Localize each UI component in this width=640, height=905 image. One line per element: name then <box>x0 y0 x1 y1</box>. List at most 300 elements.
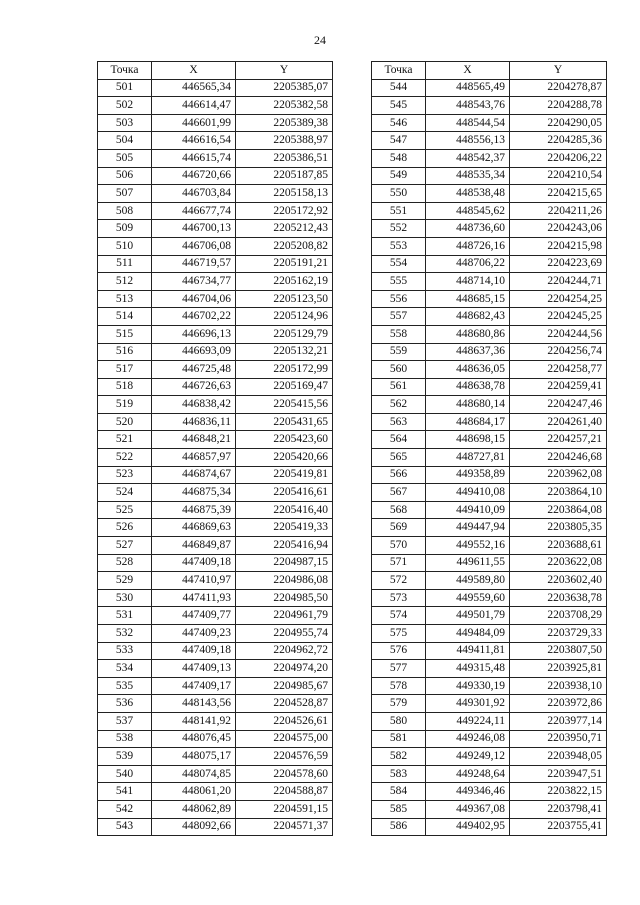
cell-point: 563 <box>372 413 426 431</box>
cell-point: 519 <box>98 396 152 414</box>
cell-x: 447409,77 <box>152 607 236 625</box>
table-row <box>372 783 607 801</box>
cell-y: 2204257,21 <box>510 431 607 449</box>
cell-y: 2203864,08 <box>510 501 607 519</box>
cell-point: 502 <box>98 97 152 115</box>
cell-point: 556 <box>372 290 426 308</box>
cell-x: 449301,92 <box>426 695 510 713</box>
cell-y: 2203798,41 <box>510 800 607 818</box>
cell-point: 524 <box>98 484 152 502</box>
cell-point: 584 <box>372 783 426 801</box>
cell-x: 448680,14 <box>426 396 510 414</box>
cell-point: 532 <box>98 625 152 643</box>
cell-x: 446615,74 <box>152 149 236 167</box>
cell-point: 512 <box>98 273 152 291</box>
page-number: 24 <box>314 33 326 47</box>
cell-y: 2205382,58 <box>236 97 333 115</box>
table-row <box>372 642 607 660</box>
cell-x: 447409,17 <box>152 677 236 695</box>
cell-x: 446565,34 <box>152 79 236 97</box>
table-row <box>372 290 607 308</box>
table-row <box>98 255 333 273</box>
cell-x: 449411,81 <box>426 642 510 660</box>
table-header-row <box>372 62 607 80</box>
cell-x: 449224,11 <box>426 712 510 730</box>
cell-y: 2204974,20 <box>236 660 333 678</box>
cell-point: 534 <box>98 660 152 678</box>
table-row <box>98 185 333 203</box>
table-row <box>98 308 333 326</box>
cell-y: 2204211,26 <box>510 202 607 220</box>
table-row <box>98 237 333 255</box>
cell-x: 448544,54 <box>426 114 510 132</box>
table-row <box>372 273 607 291</box>
cell-y: 2204285,36 <box>510 132 607 150</box>
cell-x: 446616,54 <box>152 132 236 150</box>
cell-y: 2205386,51 <box>236 149 333 167</box>
cell-x: 448726,16 <box>426 237 510 255</box>
cell-x: 446725,48 <box>152 361 236 379</box>
cell-y: 2205191,21 <box>236 255 333 273</box>
cell-y: 2203948,05 <box>510 748 607 766</box>
cell-point: 508 <box>98 202 152 220</box>
cell-x: 446601,99 <box>152 114 236 132</box>
cell-x: 448538,48 <box>426 185 510 203</box>
cell-x: 446677,74 <box>152 202 236 220</box>
table-row <box>372 343 607 361</box>
table-row <box>372 114 607 132</box>
table-row <box>98 97 333 115</box>
table-row <box>98 554 333 572</box>
cell-x: 446719,57 <box>152 255 236 273</box>
cell-point: 570 <box>372 537 426 555</box>
column-header-y: Y <box>236 62 333 80</box>
cell-y: 2204588,87 <box>236 783 333 801</box>
cell-point: 517 <box>98 361 152 379</box>
cell-y: 2203755,41 <box>510 818 607 836</box>
cell-point: 571 <box>372 554 426 572</box>
table-row <box>98 572 333 590</box>
cell-x: 446706,08 <box>152 237 236 255</box>
cell-point: 585 <box>372 800 426 818</box>
table-row <box>98 396 333 414</box>
cell-y: 2204244,71 <box>510 273 607 291</box>
cell-y: 2203962,08 <box>510 466 607 484</box>
cell-point: 510 <box>98 237 152 255</box>
table-row <box>98 519 333 537</box>
cell-point: 547 <box>372 132 426 150</box>
cell-x: 448636,05 <box>426 361 510 379</box>
table-row <box>372 237 607 255</box>
cell-y: 2204244,56 <box>510 325 607 343</box>
cell-y: 2205172,92 <box>236 202 333 220</box>
cell-y: 2204246,68 <box>510 449 607 467</box>
table-row <box>98 114 333 132</box>
cell-x: 448545,62 <box>426 202 510 220</box>
cell-x: 446704,06 <box>152 290 236 308</box>
cell-point: 515 <box>98 325 152 343</box>
cell-point: 569 <box>372 519 426 537</box>
table-row <box>372 484 607 502</box>
cell-x: 446700,13 <box>152 220 236 238</box>
table-row <box>98 466 333 484</box>
cell-y: 2205187,85 <box>236 167 333 185</box>
table-row <box>98 484 333 502</box>
cell-x: 449559,60 <box>426 589 510 607</box>
table-row <box>98 79 333 97</box>
cell-x: 448143,56 <box>152 695 236 713</box>
table-row <box>372 97 607 115</box>
cell-x: 449367,08 <box>426 800 510 818</box>
table-row <box>372 308 607 326</box>
table-row <box>98 431 333 449</box>
cell-x: 449315,48 <box>426 660 510 678</box>
cell-y: 2204528,87 <box>236 695 333 713</box>
cell-y: 2205208,82 <box>236 237 333 255</box>
cell-point: 522 <box>98 449 152 467</box>
table-row <box>98 748 333 766</box>
cell-x: 449501,79 <box>426 607 510 625</box>
cell-point: 531 <box>98 607 152 625</box>
cell-point: 537 <box>98 712 152 730</box>
cell-point: 525 <box>98 501 152 519</box>
cell-point: 507 <box>98 185 152 203</box>
cell-point: 555 <box>372 273 426 291</box>
cell-point: 535 <box>98 677 152 695</box>
cell-x: 447409,18 <box>152 642 236 660</box>
table-row <box>98 642 333 660</box>
cell-point: 506 <box>98 167 152 185</box>
table-row <box>372 625 607 643</box>
cell-point: 504 <box>98 132 152 150</box>
cell-x: 448535,34 <box>426 167 510 185</box>
cell-y: 2204985,67 <box>236 677 333 695</box>
coordinates-table-left <box>97 61 333 836</box>
cell-point: 550 <box>372 185 426 203</box>
cell-y: 2204961,79 <box>236 607 333 625</box>
cell-point: 528 <box>98 554 152 572</box>
cell-point: 568 <box>372 501 426 519</box>
cell-y: 2203950,71 <box>510 730 607 748</box>
cell-point: 559 <box>372 343 426 361</box>
cell-point: 562 <box>372 396 426 414</box>
cell-point: 538 <box>98 730 152 748</box>
table-row <box>372 572 607 590</box>
cell-x: 446848,21 <box>152 431 236 449</box>
table-row <box>98 800 333 818</box>
cell-x: 446720,66 <box>152 167 236 185</box>
cell-point: 576 <box>372 642 426 660</box>
cell-x: 448061,20 <box>152 783 236 801</box>
cell-y: 2205415,56 <box>236 396 333 414</box>
table-row <box>98 132 333 150</box>
cell-x: 448141,92 <box>152 712 236 730</box>
cell-y: 2203602,40 <box>510 572 607 590</box>
table-row <box>372 79 607 97</box>
table-row <box>372 185 607 203</box>
cell-x: 448684,17 <box>426 413 510 431</box>
table-row <box>98 730 333 748</box>
cell-point: 551 <box>372 202 426 220</box>
table-row <box>372 607 607 625</box>
table-row <box>372 660 607 678</box>
cell-x: 448074,85 <box>152 765 236 783</box>
cell-y: 2203807,50 <box>510 642 607 660</box>
table-row <box>372 677 607 695</box>
cell-x: 448075,17 <box>152 748 236 766</box>
cell-y: 2205123,50 <box>236 290 333 308</box>
cell-point: 513 <box>98 290 152 308</box>
cell-x: 446734,77 <box>152 273 236 291</box>
table-row <box>372 537 607 555</box>
cell-x: 446874,67 <box>152 466 236 484</box>
cell-point: 577 <box>372 660 426 678</box>
cell-point: 523 <box>98 466 152 484</box>
cell-x: 446726,63 <box>152 378 236 396</box>
cell-x: 446849,87 <box>152 537 236 555</box>
cell-y: 2205416,40 <box>236 501 333 519</box>
table-row <box>372 466 607 484</box>
table-header-row <box>98 62 333 80</box>
table-row <box>372 431 607 449</box>
cell-point: 586 <box>372 818 426 836</box>
cell-y: 2205124,96 <box>236 308 333 326</box>
cell-point: 544 <box>372 79 426 97</box>
table-row <box>372 132 607 150</box>
cell-y: 2205172,99 <box>236 361 333 379</box>
cell-y: 2204578,60 <box>236 765 333 783</box>
cell-y: 2204575,00 <box>236 730 333 748</box>
cell-point: 558 <box>372 325 426 343</box>
cell-y: 2205129,79 <box>236 325 333 343</box>
cell-y: 2203925,81 <box>510 660 607 678</box>
cell-point: 503 <box>98 114 152 132</box>
cell-point: 526 <box>98 519 152 537</box>
table-row <box>98 149 333 167</box>
cell-point: 545 <box>372 97 426 115</box>
cell-y: 2204986,08 <box>236 572 333 590</box>
cell-point: 541 <box>98 783 152 801</box>
cell-y: 2203688,61 <box>510 537 607 555</box>
cell-x: 448680,86 <box>426 325 510 343</box>
table-row <box>372 554 607 572</box>
cell-x: 449402,95 <box>426 818 510 836</box>
cell-y: 2203638,78 <box>510 589 607 607</box>
cell-y: 2204259,41 <box>510 378 607 396</box>
cell-y: 2204261,40 <box>510 413 607 431</box>
cell-x: 447409,13 <box>152 660 236 678</box>
table-row <box>98 712 333 730</box>
cell-y: 2204985,50 <box>236 589 333 607</box>
cell-y: 2204576,59 <box>236 748 333 766</box>
cell-y: 2203729,33 <box>510 625 607 643</box>
cell-point: 529 <box>98 572 152 590</box>
cell-point: 581 <box>372 730 426 748</box>
cell-y: 2205416,61 <box>236 484 333 502</box>
cell-y: 2204290,05 <box>510 114 607 132</box>
table-row <box>98 167 333 185</box>
cell-y: 2204526,61 <box>236 712 333 730</box>
cell-point: 530 <box>98 589 152 607</box>
table-row <box>98 677 333 695</box>
cell-x: 448637,36 <box>426 343 510 361</box>
table-row <box>372 220 607 238</box>
cell-y: 2205423,60 <box>236 431 333 449</box>
cell-point: 539 <box>98 748 152 766</box>
cell-point: 533 <box>98 642 152 660</box>
table-row <box>372 361 607 379</box>
cell-point: 574 <box>372 607 426 625</box>
cell-x: 448685,15 <box>426 290 510 308</box>
cell-point: 554 <box>372 255 426 273</box>
cell-x: 448706,22 <box>426 255 510 273</box>
cell-x: 449589,80 <box>426 572 510 590</box>
cell-point: 518 <box>98 378 152 396</box>
cell-y: 2204278,87 <box>510 79 607 97</box>
cell-y: 2205212,43 <box>236 220 333 238</box>
cell-x: 448727,81 <box>426 449 510 467</box>
table-row <box>98 220 333 238</box>
cell-y: 2203805,35 <box>510 519 607 537</box>
cell-x: 446875,39 <box>152 501 236 519</box>
cell-x: 446838,42 <box>152 396 236 414</box>
cell-point: 572 <box>372 572 426 590</box>
cell-point: 557 <box>372 308 426 326</box>
table-row <box>372 800 607 818</box>
cell-y: 2205169,47 <box>236 378 333 396</box>
cell-y: 2205419,81 <box>236 466 333 484</box>
cell-x: 449410,09 <box>426 501 510 519</box>
table-row <box>372 519 607 537</box>
cell-x: 446614,47 <box>152 97 236 115</box>
cell-y: 2204955,74 <box>236 625 333 643</box>
cell-x: 446696,13 <box>152 325 236 343</box>
cell-point: 542 <box>98 800 152 818</box>
table-row <box>98 449 333 467</box>
table-row <box>98 818 333 836</box>
cell-x: 449484,09 <box>426 625 510 643</box>
cell-x: 448698,15 <box>426 431 510 449</box>
cell-point: 560 <box>372 361 426 379</box>
cell-point: 505 <box>98 149 152 167</box>
cell-point: 552 <box>372 220 426 238</box>
cell-y: 2203947,51 <box>510 765 607 783</box>
cell-y: 2204223,69 <box>510 255 607 273</box>
column-header-y: Y <box>510 62 607 80</box>
cell-point: 583 <box>372 765 426 783</box>
cell-y: 2204245,25 <box>510 308 607 326</box>
table-row <box>98 361 333 379</box>
cell-y: 2205388,97 <box>236 132 333 150</box>
cell-point: 536 <box>98 695 152 713</box>
cell-x: 447409,23 <box>152 625 236 643</box>
cell-x: 446857,97 <box>152 449 236 467</box>
cell-x: 449611,55 <box>426 554 510 572</box>
table-row <box>98 202 333 220</box>
table-row <box>98 625 333 643</box>
cell-x: 449249,12 <box>426 748 510 766</box>
table-row <box>98 765 333 783</box>
cell-y: 2205162,19 <box>236 273 333 291</box>
table-row <box>98 589 333 607</box>
table-row <box>372 167 607 185</box>
table-row <box>98 378 333 396</box>
cell-x: 449248,64 <box>426 765 510 783</box>
table-row <box>372 202 607 220</box>
cell-point: 580 <box>372 712 426 730</box>
table-row <box>98 783 333 801</box>
cell-y: 2204591,15 <box>236 800 333 818</box>
cell-x: 448543,76 <box>426 97 510 115</box>
cell-y: 2203972,86 <box>510 695 607 713</box>
cell-x: 448682,43 <box>426 308 510 326</box>
cell-y: 2205431,65 <box>236 413 333 431</box>
cell-y: 2204215,65 <box>510 185 607 203</box>
column-header-x: X <box>426 62 510 80</box>
table-row <box>372 748 607 766</box>
cell-point: 540 <box>98 765 152 783</box>
cell-y: 2205385,07 <box>236 79 333 97</box>
table-row <box>372 378 607 396</box>
cell-y: 2204206,22 <box>510 149 607 167</box>
cell-y: 2204243,06 <box>510 220 607 238</box>
cell-y: 2205389,38 <box>236 114 333 132</box>
cell-point: 582 <box>372 748 426 766</box>
cell-y: 2205419,33 <box>236 519 333 537</box>
cell-x: 449346,46 <box>426 783 510 801</box>
cell-point: 564 <box>372 431 426 449</box>
cell-x: 446836,11 <box>152 413 236 431</box>
cell-point: 527 <box>98 537 152 555</box>
cell-y: 2203938,10 <box>510 677 607 695</box>
cell-y: 2205132,21 <box>236 343 333 361</box>
cell-x: 448542,37 <box>426 149 510 167</box>
cell-y: 2204962,72 <box>236 642 333 660</box>
table-row <box>98 413 333 431</box>
cell-x: 449552,16 <box>426 537 510 555</box>
table-row <box>372 501 607 519</box>
cell-x: 448736,60 <box>426 220 510 238</box>
cell-point: 566 <box>372 466 426 484</box>
cell-point: 561 <box>372 378 426 396</box>
table-row <box>98 325 333 343</box>
cell-point: 543 <box>98 818 152 836</box>
cell-y: 2203977,14 <box>510 712 607 730</box>
cell-x: 448062,89 <box>152 800 236 818</box>
cell-point: 553 <box>372 237 426 255</box>
cell-y: 2204215,98 <box>510 237 607 255</box>
table-row <box>372 730 607 748</box>
table-row <box>372 413 607 431</box>
cell-x: 449447,94 <box>426 519 510 537</box>
cell-x: 448638,78 <box>426 378 510 396</box>
cell-x: 446869,63 <box>152 519 236 537</box>
cell-point: 548 <box>372 149 426 167</box>
cell-y: 2204987,15 <box>236 554 333 572</box>
cell-x: 448076,45 <box>152 730 236 748</box>
cell-x: 449246,08 <box>426 730 510 748</box>
cell-x: 449410,08 <box>426 484 510 502</box>
cell-y: 2205420,66 <box>236 449 333 467</box>
table-row <box>372 149 607 167</box>
table-row <box>372 255 607 273</box>
table-row <box>98 537 333 555</box>
cell-point: 516 <box>98 343 152 361</box>
cell-y: 2205416,94 <box>236 537 333 555</box>
cell-y: 2203822,15 <box>510 783 607 801</box>
table-row <box>372 765 607 783</box>
column-header-point: Точка <box>372 62 426 80</box>
